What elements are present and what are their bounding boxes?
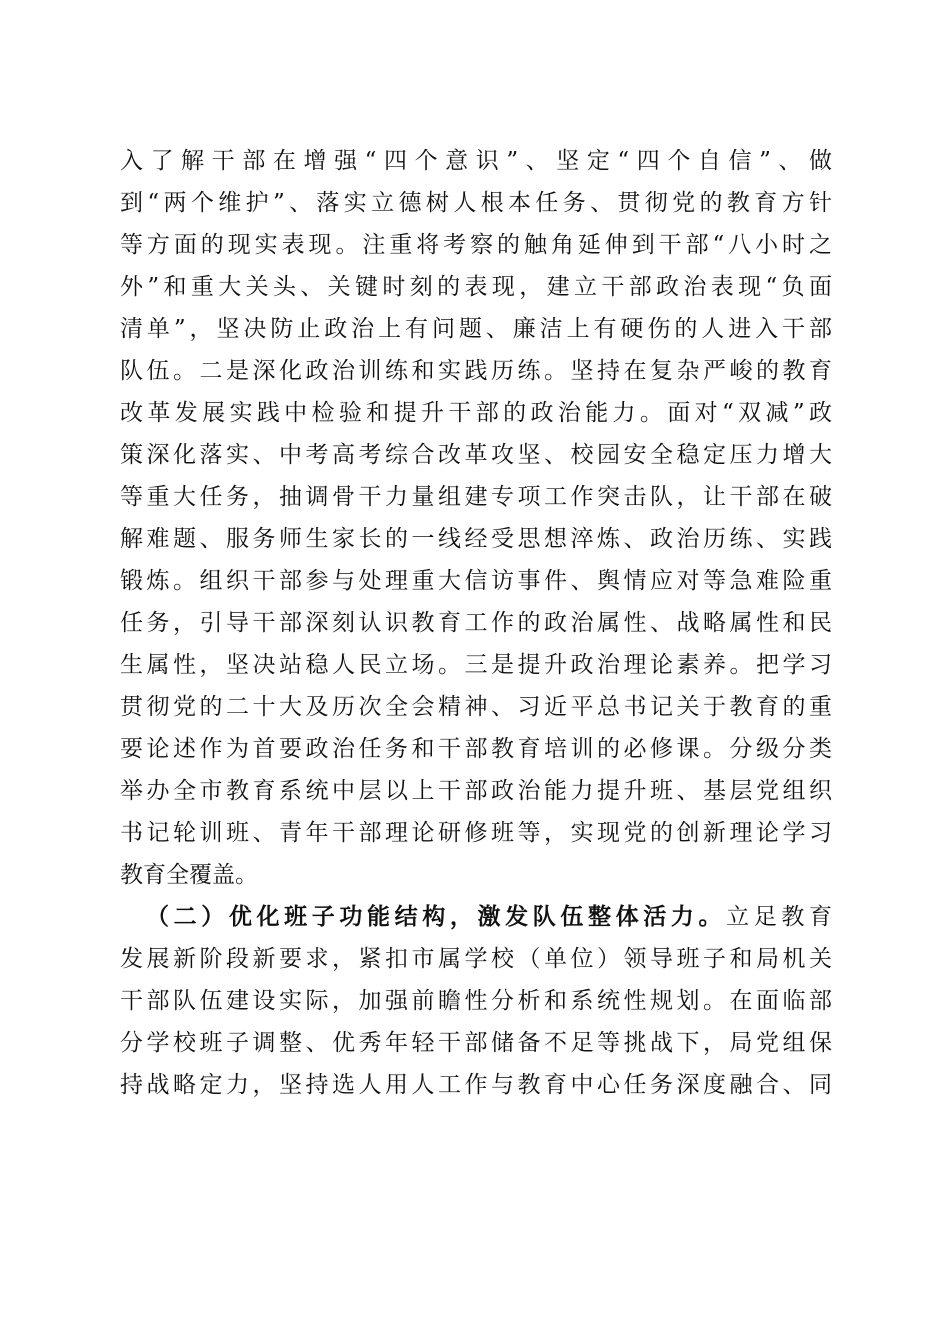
section-heading-line (120, 896, 832, 938)
text-line: 等重大任务，抽调骨干力量组建专项工作突击队，让干部在破 (120, 484, 832, 510)
text-line: 策深化落实、中考高考综合改革攻坚、校园安全稳定压力增大 (120, 442, 832, 468)
text-run: 立足教育 (726, 904, 832, 930)
text-line: 持战略定力，坚持选人用人工作与教育中心任务深度融合、同 (120, 1072, 832, 1098)
text-line: 队伍。二是深化政治训练和实践历练。坚持在复杂严峻的教育 (120, 358, 832, 384)
text-line: 锻炼。组织干部参与处理重大信访事件、舆情应对等急难险重 (120, 568, 832, 594)
text-line: 贯彻党的二十大及历次全会精神、习近平总书记关于教育的重 (120, 694, 832, 720)
text-line: 外”和重大关头、关键时刻的表现，建立干部政治表现“负面 (120, 274, 832, 300)
text-line: 要论述作为首要政治任务和干部教育培训的必修课。分级分类 (120, 736, 832, 762)
section-heading: （二）优化班子功能结构，激发队伍整体活力。 (146, 903, 727, 930)
text-line: 干部队伍建设实际，加强前瞻性分析和系统性规划。在面临部 (120, 988, 832, 1014)
text-line: 任务，引导干部深刻认识教育工作的政治属性、战略属性和民 (120, 610, 832, 636)
text-line: 等方面的现实表现。注重将考察的触角延伸到干部“八小时之 (120, 232, 832, 258)
document-body (120, 140, 832, 1106)
text-line: 到“两个维护”、落实立德树人根本任务、贯彻党的教育方针 (120, 190, 832, 216)
text-line: 书记轮训班、青年干部理论研修班等，实现党的创新理论学习 (120, 820, 832, 846)
text-line: 入了解干部在增强“四个意识”、坚定“四个自信”、做 (120, 148, 832, 174)
text-line: 教育全覆盖。 (120, 862, 258, 888)
text-line: 改革发展实践中检验和提升干部的政治能力。面对“双减”政 (120, 400, 832, 426)
text-line: 清单”，坚决防止政治上有问题、廉洁上有硬伤的人进入干部 (120, 316, 832, 342)
text-line: 分学校班子调整、优秀年轻干部储备不足等挑战下，局党组保 (120, 1030, 832, 1056)
text-line: 举办全市教育系统中层以上干部政治能力提升班、基层党组织 (120, 778, 832, 804)
text-line: 发展新阶段新要求，紧扣市属学校（单位）领导班子和局机关 (120, 946, 832, 972)
text-line: 解难题、服务师生家长的一线经受思想淬炼、政治历练、实践 (120, 526, 832, 552)
text-line: 生属性，坚决站稳人民立场。三是提升政治理论素养。把学习 (120, 652, 832, 678)
